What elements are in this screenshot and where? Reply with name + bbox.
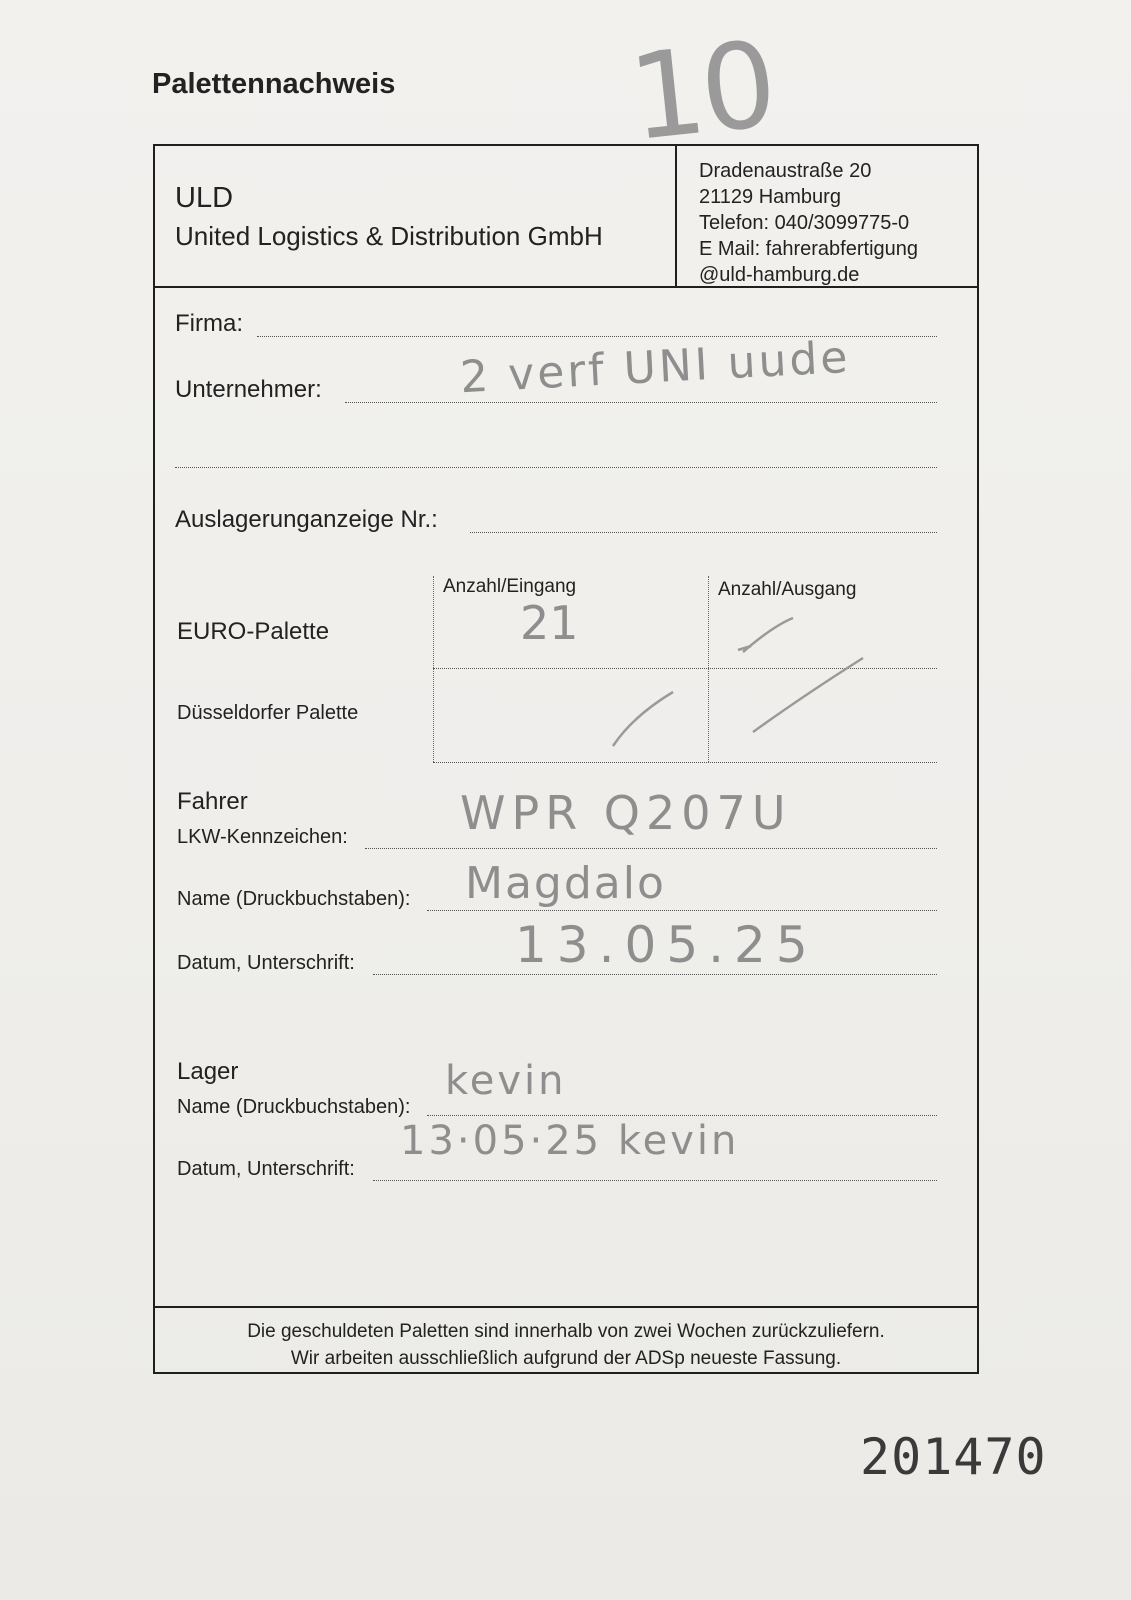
form-header [155, 146, 977, 288]
serial-number: 201470 [860, 1428, 1047, 1486]
auslagerung-line[interactable] [470, 532, 937, 533]
lkw-label: LKW-Kennzeichen: [177, 826, 348, 848]
handwritten-sheet-number: 10 [623, 14, 779, 168]
address-email-1: E Mail: fahrerabfertigung [699, 238, 919, 260]
terms-footer [155, 1306, 977, 1372]
fahrer-heading: Fahrer [177, 788, 248, 815]
unternehmer-label: Unternehmer: [175, 376, 322, 403]
fahrer-name-label: Name (Druckbuchstaben): [177, 888, 411, 910]
firma-label: Firma: [175, 310, 243, 337]
fahrer-name-line[interactable] [427, 910, 937, 911]
lager-name-value: kevin [445, 1058, 567, 1104]
terms-line-1: Die geschuldeten Paletten sind innerhalb von zwei Wochen zurückzuliefern. [247, 1321, 885, 1342]
euro-palette-label: EURO-Palette [177, 618, 330, 645]
fahrer-datum-value: 13.05.25 [515, 916, 818, 974]
fahrer-datum-line[interactable] [373, 974, 937, 975]
form-frame [153, 144, 979, 1374]
unternehmer-line[interactable] [345, 402, 937, 403]
company-short-name: ULD [175, 182, 234, 214]
company-block [175, 182, 603, 252]
lkw-line[interactable] [365, 848, 937, 849]
company-full-name: United Logistics & Distribution GmbH [175, 221, 603, 251]
document-title: Palettennachweis [152, 68, 396, 100]
lager-heading: Lager [177, 1058, 239, 1085]
address-city: 21129 Hamburg [699, 186, 841, 208]
address-street: Dradenaustraße 20 [699, 160, 872, 182]
duesseldorfer-eingang-strike [613, 692, 673, 746]
lkw-value: WPR Q207U [460, 786, 792, 840]
auslagerung-label: Auslagerunganzeige Nr.: [175, 506, 438, 533]
lager-datum-line[interactable] [373, 1180, 937, 1181]
col-ausgang-header: Anzahl/Ausgang [718, 579, 857, 600]
lager-datum-value: 13·05·25 kevin [400, 1118, 740, 1164]
unternehmer-value: 2 verf UNI uude [458, 331, 852, 404]
strike-marks [433, 596, 893, 766]
fahrer-datum-label: Datum, Unterschrift: [177, 952, 355, 974]
extra-line[interactable] [175, 467, 937, 468]
address-phone: Telefon: 040/3099775-0 [699, 212, 910, 234]
lager-name-label: Name (Druckbuchstaben): [177, 1096, 411, 1118]
terms-line-2: Wir arbeiten ausschließlich aufgrund der ADSp neueste Fassung. [290, 1348, 842, 1369]
duesseldorfer-ausgang-strike [753, 658, 863, 732]
fahrer-name-value: Magdalo [465, 858, 666, 909]
company-address [675, 146, 977, 286]
col-eingang-header: Anzahl/Eingang [443, 576, 577, 597]
lager-name-line[interactable] [427, 1115, 937, 1116]
lager-datum-label: Datum, Unterschrift: [177, 1158, 355, 1180]
euro-eingang-value: 21 [520, 596, 579, 650]
address-email-2: @uld-hamburg.de [699, 264, 860, 286]
duesseldorfer-palette-label: Düsseldorfer Palette [177, 702, 359, 724]
